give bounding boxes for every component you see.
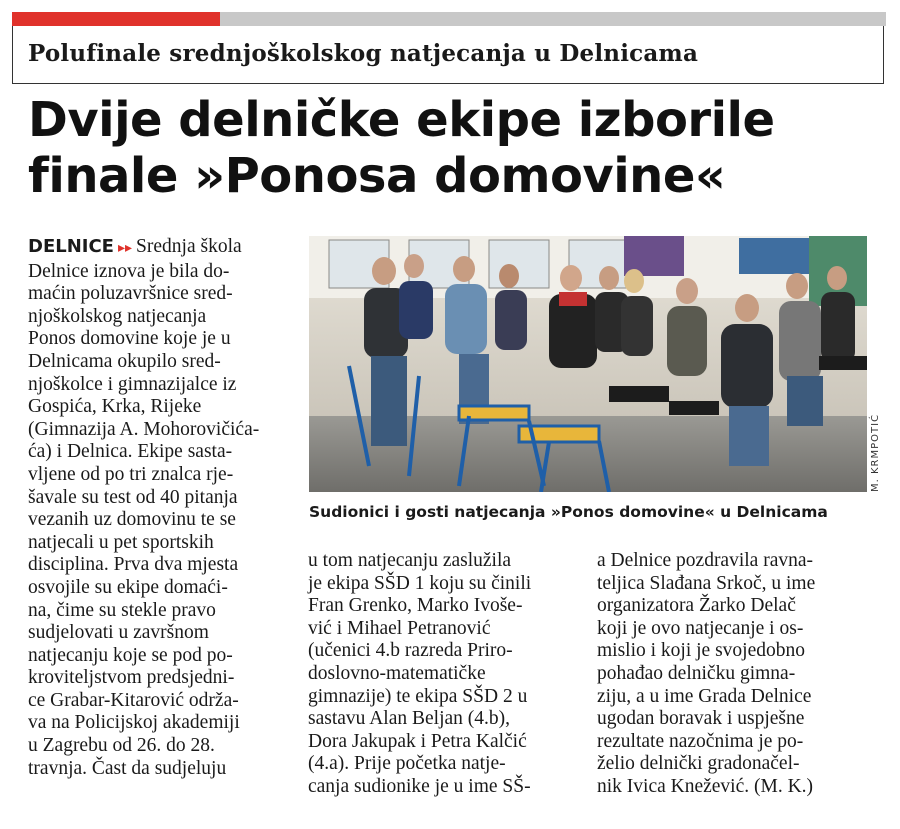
text-line: (4.a). Prije početka natje- [308, 753, 506, 775]
text-line: teljica Slađana Srkoč, u ime [597, 572, 816, 594]
text-line: u Zagrebu od 26. do 28. [28, 735, 215, 757]
text-line: nik Ivica Knežević. (M. K.) [597, 775, 814, 797]
text-line: organizatora Žarko Delač [597, 595, 796, 617]
text-line: ugodan boravak i uspješne [597, 708, 805, 730]
text-line: Ponos domovine koje je u [28, 328, 231, 350]
text-line: gimnazije) te ekipa SŠD 2 u [308, 685, 528, 707]
top-color-bar [12, 12, 886, 26]
text-line: natjecali u pet sportskih [28, 531, 214, 553]
text-line: kroviteljstvom predsjedni- [28, 667, 235, 689]
dateline: DELNICE [28, 236, 114, 257]
text-line: sudjelovati u završnom [28, 622, 209, 644]
text-line: va na Policijskoj akademiji [28, 712, 240, 734]
text-line: (učenici 4.b razreda Priro- [308, 640, 513, 662]
article-photo [309, 236, 867, 492]
text-line: vezanih uz domovinu te se [28, 509, 236, 531]
text-line: Fran Grenko, Marko Ivoše- [308, 595, 523, 617]
text-line: Delnice iznova je bila do- [28, 260, 230, 282]
text-line: vljene od po tri znalca rje- [28, 463, 234, 485]
text-line: vić i Mihael Petranović [308, 617, 491, 639]
text-line: pohađao delničku gimna- [597, 662, 796, 684]
text-line: Dora Jakupak i Petra Kalčić [308, 730, 527, 752]
text-line: sastavu Alan Beljan (4.b), [308, 708, 510, 730]
text-line: maćin poluzavršnice sred- [28, 283, 233, 305]
text-line: ce Grabar-Kitarović održa- [28, 689, 239, 711]
body-column-2 [308, 550, 584, 799]
text-line: osvojile su ekipe domaći- [28, 576, 228, 598]
text-line: canja sudionike je u ime SŠ- [308, 775, 531, 797]
headline [28, 92, 888, 204]
text-line: na, čime su stekle pravo [28, 599, 216, 621]
body-column-1 [28, 236, 296, 780]
photo-credit: M. KRMPOTIĆ [870, 413, 881, 492]
text-line: šavale su test od 40 pitanja [28, 486, 238, 508]
headline-line: Dvije delničke ekipe izborile [28, 92, 775, 148]
first-line [28, 236, 296, 261]
text-line: Delnicama okupilo sred- [28, 350, 221, 372]
text-line: Srednja škola [136, 236, 242, 257]
text-line: rezultate nazočnima je po- [597, 730, 804, 752]
text-line: mislio i koji je svojedobno [597, 640, 805, 662]
text-line: a Delnice pozdravila ravna- [597, 550, 814, 571]
text-line: je ekipa SŠD 1 koju su činili [308, 572, 532, 594]
text-line: doslovno-matematičke [308, 662, 486, 684]
body-column-3 [597, 550, 881, 799]
text-line: disciplina. Prva dva mjesta [28, 554, 239, 576]
text-line: (Gimnazija A. Mohorovičića- [28, 418, 260, 440]
headline-line: finale »Ponosa domovine« [28, 148, 726, 204]
text-line: u tom natjecanju zaslužila [308, 550, 512, 571]
text-line: ziju, a u ime Grada Delnice [597, 685, 812, 707]
text-line: travnja. Čast da sudjeluju [28, 757, 227, 779]
top-accent-bar [12, 12, 220, 26]
kicker: Polufinale srednjoškolskog natjecanja u Delnicama [28, 40, 699, 67]
text-line: njoškolskog natjecanja [28, 305, 207, 327]
photo-caption: Sudionici i gosti natjecanja »Ponos domovine« u Delnicama [309, 503, 828, 521]
text-line: Gospića, Krka, Rijeke [28, 396, 202, 418]
text-line: koji je ovo natjecanje i os- [597, 617, 804, 639]
text-line: natjecanju koje se pod po- [28, 644, 233, 666]
double-arrow-icon: ▸▸ [117, 241, 133, 256]
text-line: njoškolce i gimnazijalce iz [28, 373, 237, 395]
text-line: želio delnički gradonačel- [597, 753, 800, 775]
classroom-photo-illustration [309, 236, 867, 492]
text-line: ća) i Delnica. Ekipe sasta- [28, 441, 233, 463]
